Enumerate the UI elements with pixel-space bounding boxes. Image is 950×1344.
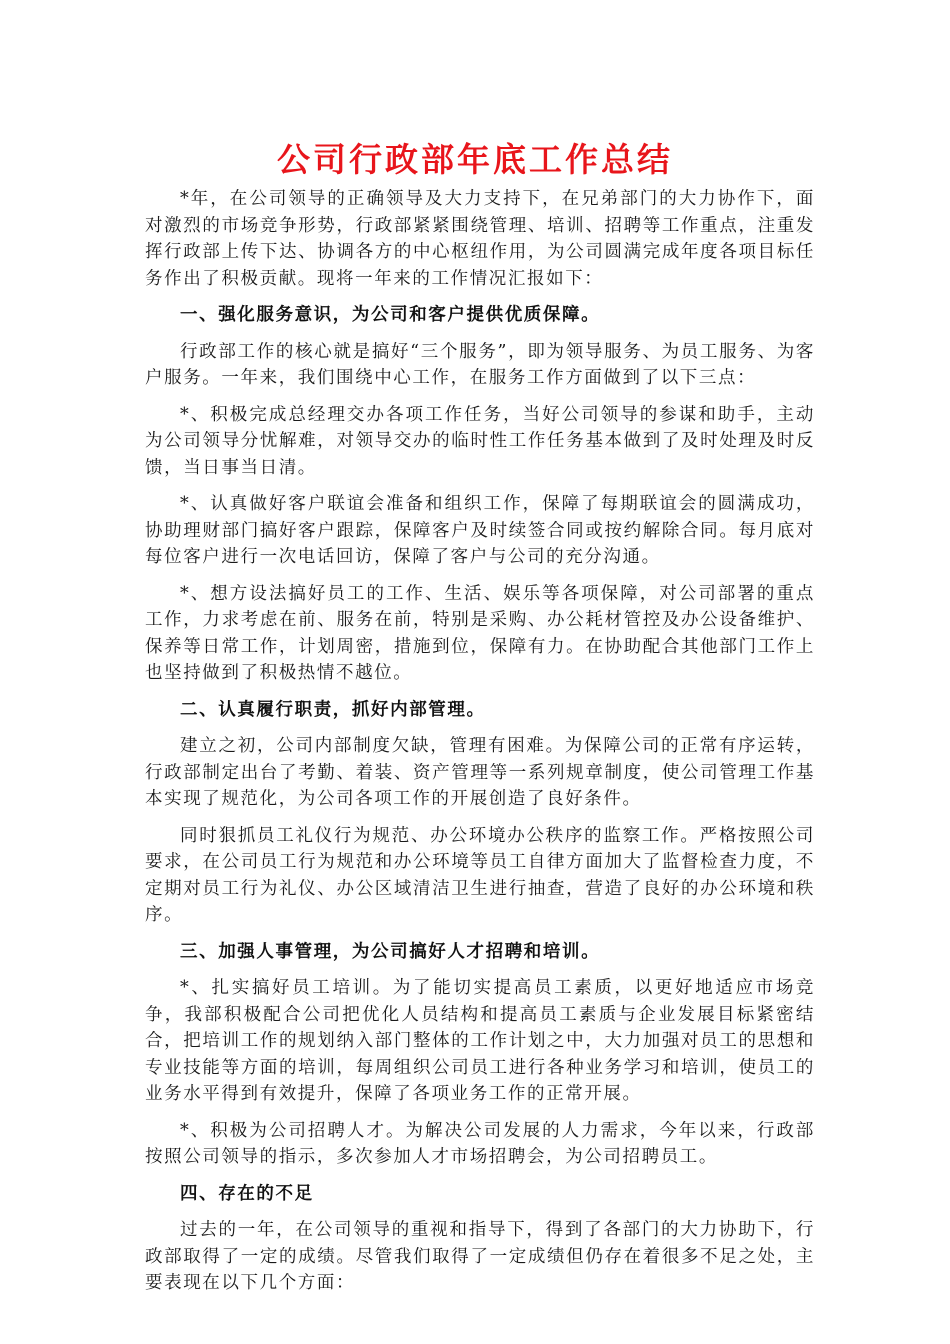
intro-paragraph: *年，在公司领导的正确领导及大力支持下，在兄弟部门的大力协作下，面对激烈的市场竞争形势，行政部紧紧围绕管理、培训、招聘等工作重点，注重发挥行政部上传下达、协调各方的中心枢纽作用，为公司圆满完成年度各项目标任务作出了积极贡献。现将一年来的工作情况汇报如下： bbox=[145, 189, 815, 289]
body-paragraph: 建立之初，公司内部制度欠缺，管理有困难。为保障公司的正常有序运转，行政部制定出台了考勤、着装、资产管理等一系列规章制度，使公司管理工作基本实现了规范化，为公司各项工作的开展创造了良好条件。 bbox=[145, 736, 815, 809]
section-heading-3: 三、加强人事管理，为公司搞好人才招聘和培训。 bbox=[180, 941, 601, 962]
document-body bbox=[145, 186, 815, 1307]
body-paragraph: *、认真做好客户联谊会准备和组织工作，保障了每期联谊会的圆满成功，协助理财部门搞好客户跟踪，保障客户及时续签合同或按约解除合同。每月底对每位客户进行一次电话回访，保障了客户与公司的充分沟通。 bbox=[145, 494, 815, 567]
body-paragraph: *、扎实搞好员工培训。为了能切实提高员工素质，以更好地适应市场竞争，我部积极配合公司把优化人员结构和提高员工素质与企业发展目标紧密结合，把培训工作的规划纳入部门整体的工作计划之中，大力加强对员工的思想和专业技能等方面的培训，每周组织公司员工进行各种业务学习和培训，使员工的业务水平得到有效提升，保障了各项业务工作的正常开展。 bbox=[145, 978, 815, 1104]
section-heading-4: 四、存在的不足 bbox=[180, 1183, 314, 1204]
document-title: 公司行政部年底工作总结 bbox=[277, 140, 673, 179]
body-paragraph: 同时狠抓员工礼仪行为规范、办公环境办公秩序的监察工作。严格按照公司要求，在公司员工行为规范和办公环境等员工自律方面加大了监督检查力度，不定期对员工行为礼仪、办公区域清洁卫生进行抽查，营造了良好的办公环境和秩序。 bbox=[145, 825, 815, 925]
section-heading-2: 二、认真履行职责，抓好内部管理。 bbox=[180, 699, 486, 720]
body-paragraph: 行政部工作的核心就是搞好“三个服务”，即为领导服务、为员工服务、为客户服务。一年来，我们围绕中心工作，在服务工作方面做到了以下三点： bbox=[145, 341, 815, 388]
section-heading-1: 一、强化服务意识，为公司和客户提供优质保障。 bbox=[180, 305, 601, 325]
body-paragraph: 过去的一年，在公司领导的重视和指导下，得到了各部门的大力协助下，行政部取得了一定的成绩。尽管我们取得了一定成绩但仍存在着很多不足之处，主要表现在以下几个方面： bbox=[145, 1220, 815, 1293]
body-paragraph: *、积极完成总经理交办各项工作任务，当好公司领导的参谋和助手，主动为公司领导分忧解难，对领导交办的临时性工作任务基本做到了及时处理及时反馈，当日事当日清。 bbox=[145, 404, 815, 478]
body-paragraph: *、想方设法搞好员工的工作、生活、娱乐等各项保障，对公司部署的重点工作，力求考虑在前、服务在前，特别是采购、办公耗材管控及办公设备维护、保养等日常工作，计划周密，措施到位，保障有力。在协助配合其他部门工作上也坚持做到了积极热情不越位。 bbox=[145, 583, 815, 683]
body-paragraph: *、积极为公司招聘人才。为解决公司发展的人力需求，今年以来，行政部按照公司领导的指示，多次参加人才市场招聘会，为公司招聘员工。 bbox=[145, 1120, 815, 1167]
